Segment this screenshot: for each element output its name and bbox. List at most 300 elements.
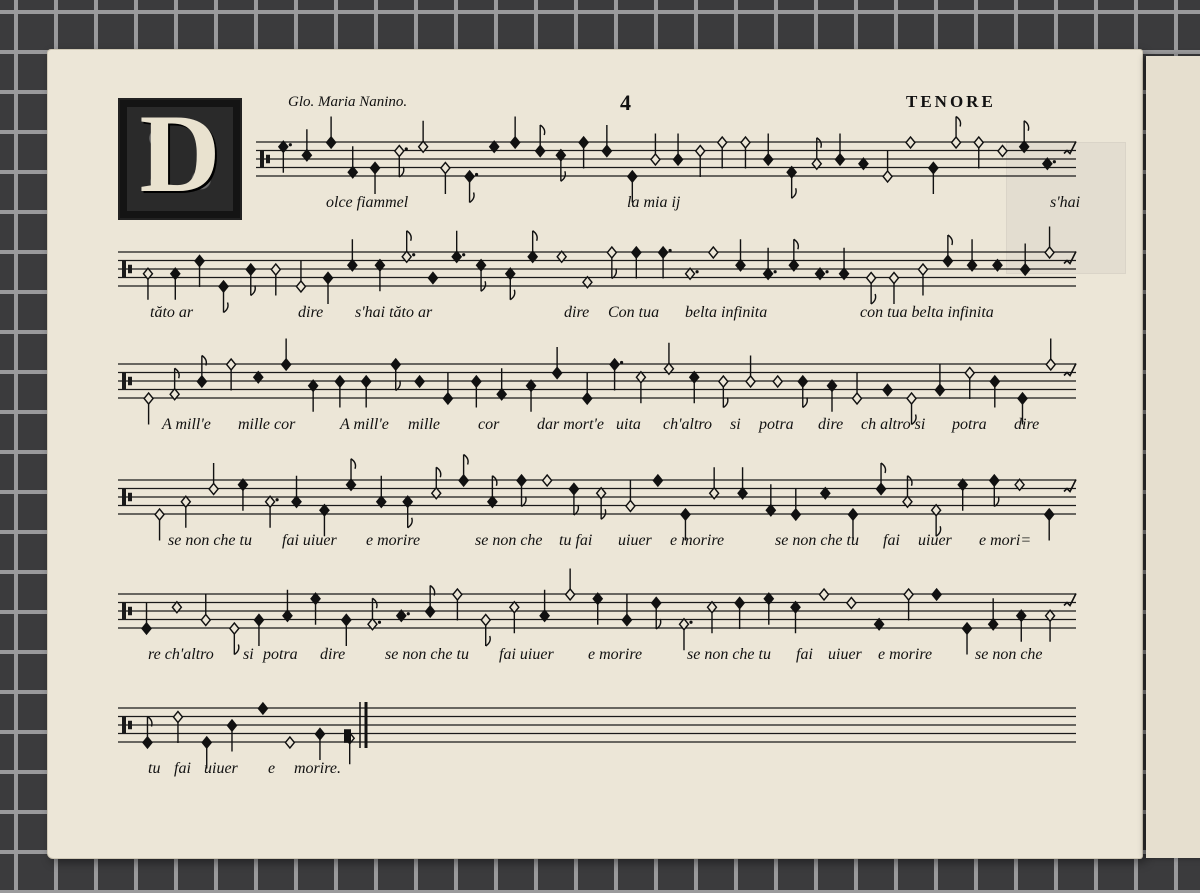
lyric-syllable: mille cor <box>238 416 296 433</box>
lyric-syllable: s'hai tăto ar <box>355 304 433 321</box>
lyric-syllable: uiuer <box>204 760 238 777</box>
note-head <box>391 359 400 370</box>
note-head <box>696 146 705 157</box>
lyric-syllable: ch altro si <box>861 416 926 433</box>
note-head <box>327 137 336 148</box>
note-head <box>943 256 952 267</box>
note-head <box>230 623 239 634</box>
note <box>543 475 552 486</box>
note <box>906 137 915 148</box>
lyric-syllable: cor <box>478 416 500 433</box>
note <box>566 569 575 601</box>
note-head <box>798 376 807 387</box>
note-head <box>1045 247 1054 258</box>
note <box>952 117 961 149</box>
note-head <box>315 729 324 740</box>
note <box>877 463 886 495</box>
note <box>506 268 515 300</box>
lyric-syllable: se non che tu <box>385 646 469 663</box>
note-head <box>632 247 641 258</box>
note-head <box>415 376 424 387</box>
note <box>419 121 428 153</box>
lyric-syllable: uita <box>616 416 641 433</box>
note-head <box>459 475 468 486</box>
clef-icon <box>122 489 126 506</box>
dot-mark <box>475 173 478 176</box>
lyric-syllable: la mia ij <box>627 194 681 211</box>
note-head <box>246 264 255 275</box>
note-head <box>142 623 151 634</box>
note-head <box>219 281 228 292</box>
note-head <box>543 475 552 486</box>
lyric-syllable: dire <box>1014 416 1040 433</box>
note-head <box>453 589 462 600</box>
note <box>335 376 344 408</box>
note <box>820 589 829 600</box>
custos-mark <box>1064 594 1076 606</box>
note <box>990 475 999 507</box>
clef-icon <box>122 717 126 734</box>
note-head <box>741 137 750 148</box>
note-head <box>681 509 690 520</box>
note <box>632 247 641 279</box>
staff-system-3 <box>48 354 1142 433</box>
lyric-syllable: dire <box>298 304 324 321</box>
note <box>517 475 526 507</box>
note <box>403 496 412 528</box>
note <box>227 359 236 391</box>
note-head <box>1021 264 1030 275</box>
note-head <box>481 615 490 626</box>
staff-system-2 <box>48 242 1142 321</box>
staff-system-4 <box>48 470 1142 549</box>
note <box>209 463 218 495</box>
lyric-syllable: olce fiammel <box>326 194 409 211</box>
note <box>511 117 520 149</box>
note <box>227 720 236 752</box>
lyric-syllable: e mori= <box>979 532 1032 549</box>
note <box>607 247 616 279</box>
note-head <box>622 615 631 626</box>
note-head <box>998 146 1007 157</box>
lyric-syllable: fai <box>883 532 900 549</box>
note-head <box>607 247 616 258</box>
note <box>764 134 773 166</box>
composer-name: Glo. Maria Nanino. <box>288 94 408 110</box>
lyric-syllable: potra <box>263 646 298 663</box>
note <box>527 380 536 412</box>
dot-mark <box>695 270 698 273</box>
note <box>452 231 465 263</box>
note-head <box>583 393 592 404</box>
note <box>889 273 898 305</box>
clef-icon <box>260 151 264 168</box>
note-head <box>271 264 280 275</box>
note-head <box>848 509 857 520</box>
dot-mark <box>289 143 292 146</box>
note <box>827 380 836 412</box>
lyric-syllable: fai <box>796 646 813 663</box>
note-head <box>227 359 236 370</box>
note-head <box>569 484 578 495</box>
dot-mark <box>412 253 415 256</box>
lyric-syllable: A mill'e <box>162 416 211 433</box>
note-head <box>1046 359 1055 370</box>
lyric-syllable: con tua belta infinita <box>860 304 994 321</box>
note <box>219 281 228 313</box>
note <box>853 373 862 405</box>
note-head <box>197 376 206 387</box>
note <box>362 376 371 408</box>
music-page <box>48 50 1142 858</box>
note <box>1020 121 1029 153</box>
note <box>610 359 623 391</box>
dot-mark <box>1053 160 1056 163</box>
note <box>789 239 798 271</box>
note <box>285 737 294 748</box>
note <box>963 623 972 655</box>
lyric-syllable: se non che tu <box>775 532 859 549</box>
note-head <box>511 137 520 148</box>
lyric-syllable: mille <box>408 416 440 433</box>
note <box>258 703 267 714</box>
note-head <box>952 137 961 148</box>
note-head <box>883 385 892 396</box>
note <box>847 598 856 609</box>
note-head <box>195 256 204 267</box>
note <box>719 376 728 408</box>
note-head <box>773 376 782 387</box>
note-head <box>651 154 660 165</box>
staff-system-6 <box>48 698 1142 777</box>
note <box>271 264 280 296</box>
note <box>935 364 944 396</box>
clef-icon <box>122 261 126 278</box>
lyric-syllable: morire. <box>294 760 341 777</box>
note-head <box>579 137 588 148</box>
note <box>426 586 435 618</box>
note <box>867 273 876 305</box>
note <box>395 146 408 178</box>
note <box>142 603 151 635</box>
note-head <box>709 247 718 258</box>
note-head <box>517 475 526 486</box>
note <box>1017 610 1026 642</box>
note-head <box>1018 393 1027 404</box>
note-head <box>202 737 211 748</box>
note-head <box>282 359 291 370</box>
custos-mark <box>1064 480 1076 492</box>
note-head <box>674 154 683 165</box>
note-head <box>426 606 435 617</box>
staff-system-1 <box>48 132 1142 211</box>
note <box>998 146 1007 157</box>
note <box>918 264 927 296</box>
note <box>453 589 462 621</box>
note <box>536 125 545 157</box>
note <box>143 268 152 300</box>
note <box>746 356 755 388</box>
note <box>626 480 635 512</box>
note <box>315 729 324 761</box>
note <box>602 125 611 157</box>
note <box>735 598 744 630</box>
lyric-syllable: si <box>730 416 741 433</box>
note <box>836 134 845 166</box>
clef-icon <box>128 493 132 502</box>
note <box>659 247 672 279</box>
lyric-syllable: tu <box>148 760 161 777</box>
note <box>481 615 490 647</box>
note <box>709 247 718 258</box>
dot-mark <box>668 249 671 252</box>
note-head <box>441 163 450 174</box>
clef-icon <box>128 377 132 386</box>
staff-svg <box>48 132 1142 212</box>
note <box>155 509 164 541</box>
note-head <box>144 393 153 404</box>
note-head <box>965 368 974 379</box>
lyric-syllable: potra <box>759 416 794 433</box>
note-head <box>746 376 755 387</box>
lyric-syllable: se non che <box>975 646 1043 663</box>
note <box>195 256 204 288</box>
lyric-syllable: A mill'e <box>340 416 389 433</box>
note <box>553 347 562 379</box>
note <box>696 146 705 178</box>
note <box>990 376 999 408</box>
note-head <box>653 475 662 486</box>
note-head <box>610 359 619 370</box>
lyric-syllable: dire <box>564 304 590 321</box>
dot-mark <box>689 621 692 624</box>
note <box>443 373 452 405</box>
note <box>1046 610 1055 642</box>
note <box>974 137 983 169</box>
note <box>787 167 796 199</box>
note <box>579 137 588 169</box>
lyric-syllable: uiuer <box>918 532 952 549</box>
lyric-syllable: ch'altro <box>663 416 713 433</box>
note <box>201 594 210 626</box>
lyric-syllable: e morire <box>670 532 725 549</box>
note <box>883 385 892 396</box>
note-head <box>877 484 886 495</box>
dot-mark <box>620 361 623 364</box>
note <box>327 117 336 149</box>
lyric-syllable: dire <box>818 416 844 433</box>
dot-mark <box>825 270 828 273</box>
note-head <box>324 273 333 284</box>
note <box>391 359 400 391</box>
note-head <box>566 589 575 600</box>
note-head <box>1045 509 1054 520</box>
lyric-syllable: uiuer <box>618 532 652 549</box>
note <box>583 373 592 405</box>
note <box>718 137 727 169</box>
note-head <box>465 171 474 182</box>
note <box>622 594 631 626</box>
lyric-syllable: s'hai <box>1050 194 1081 211</box>
note <box>143 717 152 749</box>
note <box>1046 339 1055 371</box>
note <box>1021 244 1030 276</box>
note-head <box>155 509 164 520</box>
dot-mark <box>462 253 465 256</box>
note-head <box>918 264 927 275</box>
note <box>932 589 941 600</box>
note <box>371 163 380 195</box>
note-head <box>935 385 944 396</box>
note-head <box>853 393 862 404</box>
note-head <box>143 737 152 748</box>
lyric-syllable: uiuer <box>828 646 862 663</box>
note-head <box>472 376 481 387</box>
facing-page-edge <box>1146 56 1200 858</box>
note-head <box>173 712 182 723</box>
note <box>710 467 719 499</box>
clef-icon <box>128 607 132 616</box>
lyric-syllable: se non che tu <box>687 646 771 663</box>
note <box>741 137 750 169</box>
note <box>1045 509 1054 541</box>
note <box>296 261 305 293</box>
note-head <box>907 393 916 404</box>
dot-mark <box>378 621 381 624</box>
note <box>173 712 182 744</box>
note-head <box>227 720 236 731</box>
note <box>736 239 745 271</box>
clef-icon <box>128 265 132 274</box>
lyric-syllable: Con tua <box>608 304 660 321</box>
note <box>432 467 441 499</box>
note <box>309 380 318 412</box>
note-head <box>335 376 344 387</box>
note-head <box>929 163 938 174</box>
note <box>904 589 913 621</box>
note-head <box>974 137 983 148</box>
dot-mark <box>405 147 408 150</box>
note-head <box>285 737 294 748</box>
note <box>282 339 291 371</box>
clef-icon <box>128 721 132 730</box>
note <box>254 615 263 647</box>
note-head <box>963 623 972 634</box>
clef-icon <box>266 155 270 164</box>
dot-mark <box>407 612 410 615</box>
note <box>929 163 938 195</box>
note <box>348 239 357 271</box>
note-head <box>883 171 892 182</box>
note <box>798 376 807 408</box>
note-head <box>820 589 829 600</box>
note-head <box>602 146 611 157</box>
note-head <box>904 589 913 600</box>
note-head <box>990 475 999 486</box>
note <box>968 239 977 271</box>
note <box>652 598 661 630</box>
custos-mark <box>1064 252 1076 264</box>
lyric-syllable: belta infinita <box>685 304 768 321</box>
note-head <box>836 154 845 165</box>
note <box>664 343 673 375</box>
note <box>472 376 481 408</box>
note-head <box>719 376 728 387</box>
lyric-syllable: tăto ar <box>150 304 194 321</box>
dot-mark <box>275 498 278 501</box>
note-head <box>867 273 876 284</box>
note <box>569 484 578 516</box>
custos-mark <box>1064 142 1076 154</box>
note <box>791 489 800 521</box>
note-head <box>362 376 371 387</box>
note-head <box>990 376 999 387</box>
note-head <box>443 393 452 404</box>
note <box>965 368 974 400</box>
note <box>246 264 255 296</box>
note-head <box>201 615 210 626</box>
note-head <box>652 598 661 609</box>
note <box>347 459 356 491</box>
clef-icon <box>122 603 126 620</box>
note-head <box>536 146 545 157</box>
note <box>197 356 206 388</box>
note <box>415 376 424 387</box>
note <box>402 231 415 263</box>
note-head <box>342 615 351 626</box>
note-head <box>791 509 800 520</box>
note-head <box>395 146 404 157</box>
lyric-syllable: fai uiuer <box>282 532 337 549</box>
note <box>459 455 468 487</box>
lyric-syllable: tu fai <box>559 532 593 549</box>
note <box>465 171 478 203</box>
note-head <box>628 171 637 182</box>
dot-mark <box>774 270 777 273</box>
note <box>302 129 311 161</box>
note <box>441 163 450 195</box>
note <box>230 623 239 655</box>
note <box>674 134 683 166</box>
staff-system-5 <box>48 584 1142 663</box>
note-head <box>889 273 898 284</box>
note <box>266 496 279 528</box>
clef-icon <box>122 373 126 390</box>
note <box>428 273 437 284</box>
note <box>943 235 952 267</box>
note-head <box>932 589 941 600</box>
lyric-syllable: fai uiuer <box>499 646 554 663</box>
note-head <box>847 598 856 609</box>
custos-mark <box>1064 364 1076 376</box>
note-head <box>735 598 744 609</box>
note <box>653 475 662 486</box>
note <box>171 268 180 300</box>
note <box>883 151 892 183</box>
note-head <box>553 368 562 379</box>
note <box>181 496 190 528</box>
note-head <box>428 273 437 284</box>
note <box>324 273 333 305</box>
lyric-syllable: re ch'altro <box>148 646 214 663</box>
note-head <box>258 703 267 714</box>
lyric-syllable: se non che <box>475 532 543 549</box>
final-longa <box>344 729 351 743</box>
lyric-syllable: potra <box>952 416 987 433</box>
note-head <box>626 501 635 512</box>
note <box>144 393 153 425</box>
note-head <box>906 137 915 148</box>
